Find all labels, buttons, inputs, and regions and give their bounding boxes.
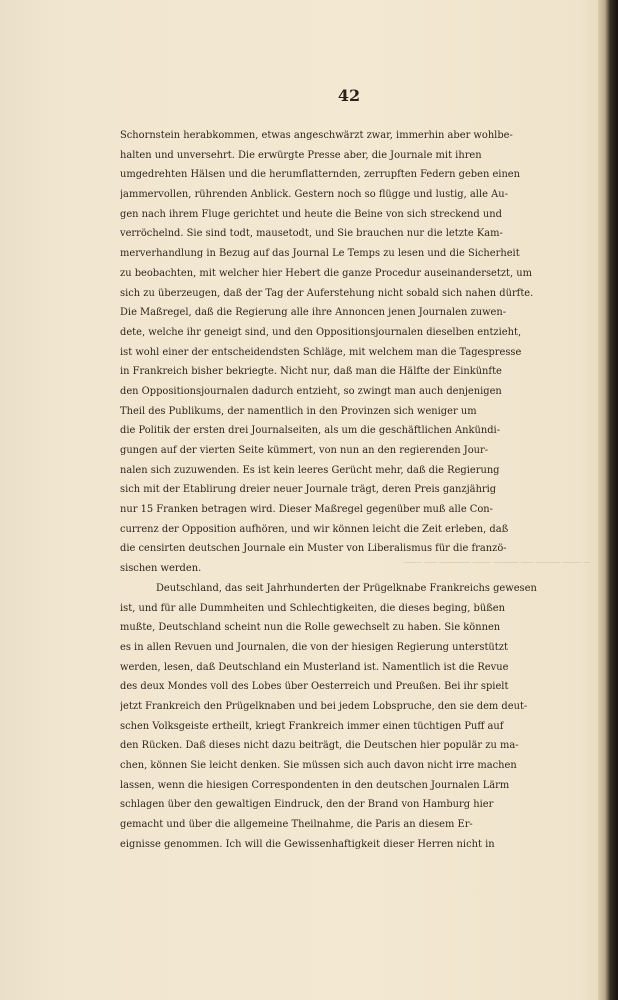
text-line: schlagen über den gewaltigen Eindruck, den der Brand von Hamburg hier [120,799,494,811]
text-line: Schornstein herabkommen, etwas angeschwärzt zwar, immerhin aber wohlbe- [120,130,513,141]
text-line: den Oppositionsjournalen dadurch entzieht, so zwingt man auch denjenigen [120,385,502,397]
text-line: umgedrehten Hälsen und die herumflatternden, zerrupften Federn geben einen [120,169,521,181]
text-line: sich zu überzeugen, daß der Tag der Auferstehung nicht sobald sich nahen dürfte. [120,287,534,299]
show-through-text: ▔ ▔▔▔ ▔▔▔▔ ▔▔ ▔▔▔▔ ▔▔▔ ▔▔▔▔▔ ▔▔ ▔▔▔ [403,562,590,571]
text-line: chen, können Sie leicht denken. Sie müssen sich auch davon nicht irre machen [120,760,517,771]
text-line: den Rücken. Daß dieses nicht dazu beiträgt, die Deutschen hier populär zu ma- [120,740,519,752]
text-line: die censirten deutschen Journale ein Muster von Liberalismus für die franzö- [120,543,507,555]
text-line: eignisse genommen. Ich will die Gewissenhaftigkeit dieser Herren nicht in [120,838,495,850]
text-line: zu beobachten, mit welcher hier Hebert die ganze Procedur auseinandersetzt, um [120,267,533,279]
text-line: lassen, wenn die hiesigen Correspondenten in den deutschen Journalen Lärm [120,779,510,791]
text-line: sich mit der Etablirung dreier neuer Journale trägt, deren Preis ganzjährig [120,484,497,496]
text-line: jetzt Frankreich den Prügelknaben und bei jedem Lobspruche, den sie dem deut- [120,700,528,712]
text-line: in Frankreich bisher bekriegte. Nicht nur, daß man die Hälfte der Einkünfte [120,366,502,378]
text-line: Die Maßregel, daß die Regierung alle ihre Annoncen jenen Journalen zuwen- [120,307,507,319]
text-line: die Politik der ersten drei Journalseiten, als um die geschäftlichen Ankündi- [120,425,501,437]
text-line: mußte, Deutschland scheint nun die Rolle gewechselt zu haben. Sie können [120,622,501,634]
text-line: es in allen Revuen und Journalen, die von der hiesigen Regierung unterstützt [120,641,508,653]
text-line: dete, welche ihr geneigt sind, und den Oppositionsjournalen dieselben entzieht, [120,326,522,338]
book-spine-edge [598,0,618,1000]
text-line: gungen auf der vierten Seite kümmert, von nun an den regierenden Jour- [120,445,489,456]
text-line: nalen sich zuzuwenden. Es ist kein leeres Gerücht mehr, daß die Regierung [120,464,500,476]
text-line: werden, lesen, daß Deutschland ein Musterland ist. Namentlich ist die Revue [120,661,509,673]
text-line: halten und unversehrt. Die erwürgte Presse aber, die Journale mit ihren [120,149,482,161]
text-line: currenz der Opposition aufhören, und wir können leicht die Zeit erleben, daß [120,523,509,535]
text-line: ist, und für alle Dummheiten und Schlechtigkeiten, die dieses beging, büßen [120,602,505,614]
text-line: jammervollen, rührenden Anblick. Gestern noch so flügge und lustig, alle Au- [120,189,508,201]
text-line: verröchelnd. Sie sind todt, mausetodt, und Sie brauchen nur die letzte Kam- [120,228,503,240]
text-line: nur 15 Franken betragen wird. Dieser Maßregel gegenüber muß alle Con- [120,504,493,516]
text-line: Theil des Publikums, der namentlich in den Provinzen sich weniger um [120,405,477,417]
text-line: gemacht und über die allgemeine Theilnahme, die Paris an diesem Er- [120,819,473,831]
text-line: merverhandlung in Bezug auf das Journal Le Temps zu lesen und die Sicherheit [120,248,520,260]
text-line: sischen werden. [120,563,202,575]
page-number: 42 [337,86,361,105]
text-line: gen nach ihrem Fluge gerichtet und heute die Beine von sich streckend und [120,208,502,220]
text-line: des deux Mondes voll des Lobes über Oesterreich und Preußen. Bei ihr spielt [120,681,509,693]
text-line: ist wohl einer der entscheidendsten Schläge, mit welchem man die Tagespresse [120,346,522,358]
paragraph-start-line: Deutschland, das seit Jahrhunderten der Prügelknabe Frankreichs gewesen [156,582,537,594]
text-line: schen Volksgeiste ertheilt, kriegt Frankreich immer einen tüchtigen Puff auf [120,720,504,732]
body-text [120,126,575,854]
